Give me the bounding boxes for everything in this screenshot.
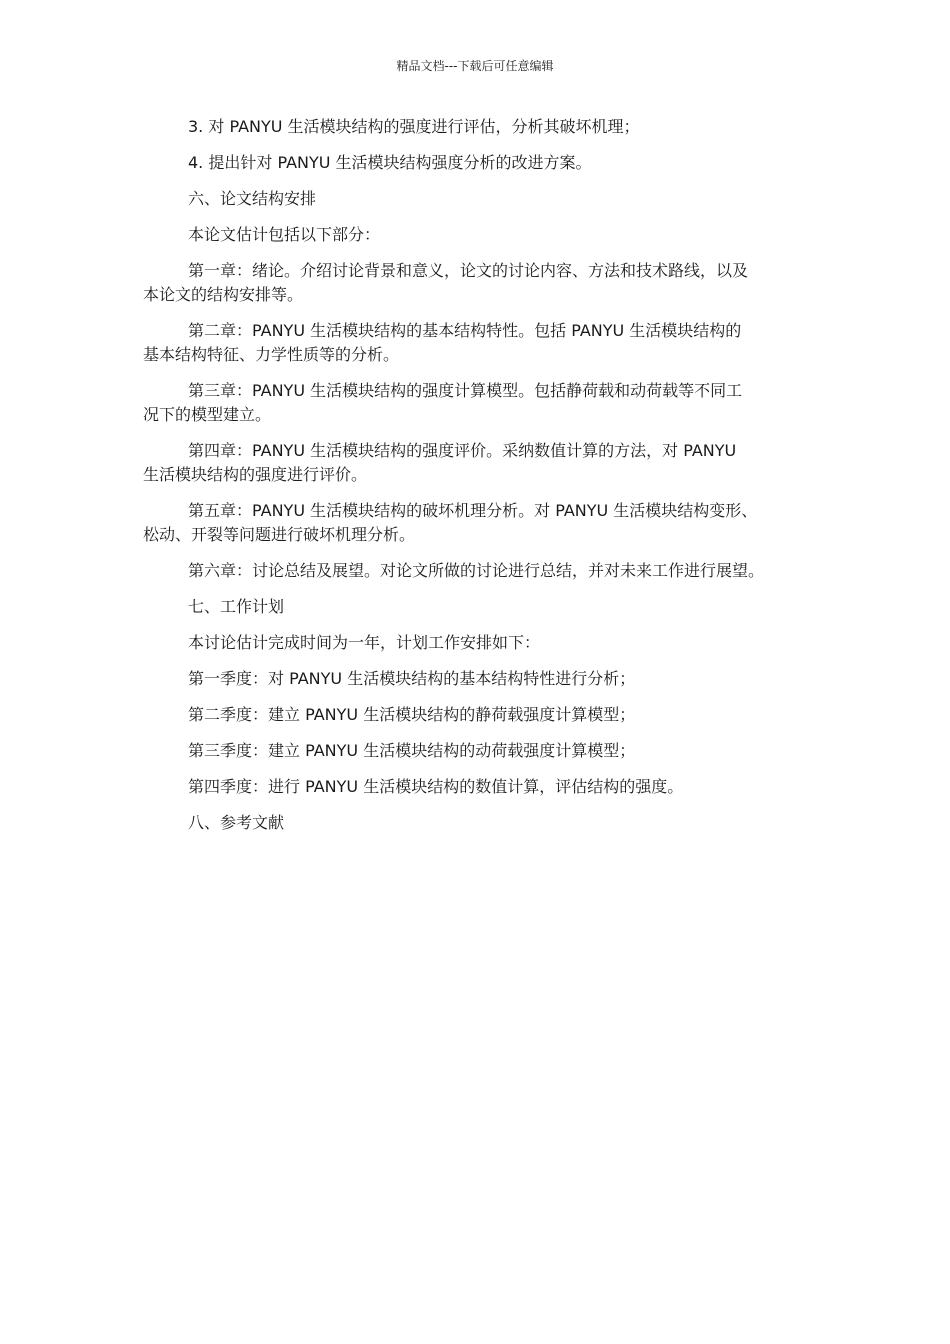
structure-intro: 本论文估计包括以下部分： xyxy=(188,225,381,244)
chapter-2-line-1: 第二章：PANYU 生活模块结构的基本结构特性。包括 PANYU 生活模块结构的 xyxy=(188,321,742,340)
section-heading-structure: 六、论文结构安排 xyxy=(188,189,317,208)
chapter-1-line-2: 本论文的结构安排等。 xyxy=(143,285,304,304)
chapter-4-paragraph xyxy=(143,439,815,487)
plan-quarter-3: 第三季度：建立 PANYU 生活模块结构的动荷载强度计算模型； xyxy=(188,741,636,760)
objective-item-3: 3. 对 PANYU 生活模块结构的强度进行评估，分析其破坏机理； xyxy=(188,117,640,136)
chapter-1-paragraph xyxy=(143,259,815,307)
plan-quarter-1: 第一季度：对 PANYU 生活模块结构的基本结构特性进行分析； xyxy=(188,669,636,688)
chapter-2-paragraph xyxy=(143,319,815,367)
chapter-2-line-2: 基本结构特征、力学性质等的分析。 xyxy=(143,345,400,364)
chapter-5-line-2: 松动、开裂等问题进行破坏机理分析。 xyxy=(143,525,416,544)
plan-quarter-4: 第四季度：进行 PANYU 生活模块结构的数值计算，评估结构的强度。 xyxy=(188,777,684,796)
chapter-1-line-1: 第一章：绪论。介绍讨论背景和意义，论文的讨论内容、方法和技术路线，以及 xyxy=(188,261,749,280)
section-heading-work-plan: 七、工作计划 xyxy=(188,597,285,616)
chapter-3-line-1: 第三章：PANYU 生活模块结构的强度计算模型。包括静荷载和动荷载等不同工 xyxy=(188,381,743,400)
chapter-3-paragraph xyxy=(143,379,815,427)
document-body xyxy=(143,115,815,847)
page-header: 精品文档---下载后可任意编辑 xyxy=(396,59,554,73)
chapter-5-paragraph xyxy=(143,499,815,547)
objective-item-4: 4. 提出针对 PANYU 生活模块结构强度分析的改进方案。 xyxy=(188,153,592,172)
chapter-4-line-1: 第四章：PANYU 生活模块结构的强度评价。采纳数值计算的方法，对 PANYU xyxy=(188,441,737,460)
chapter-6-paragraph: 第六章：讨论总结及展望。对论文所做的讨论进行总结，并对未来工作进行展望。 xyxy=(188,561,765,580)
chapter-4-line-2: 生活模块结构的强度进行评价。 xyxy=(143,465,368,484)
chapter-5-line-1: 第五章：PANYU 生活模块结构的破坏机理分析。对 PANYU 生活模块结构变形、 xyxy=(188,501,758,520)
section-heading-references: 八、参考文献 xyxy=(188,813,285,832)
plan-quarter-2: 第二季度：建立 PANYU 生活模块结构的静荷载强度计算模型； xyxy=(188,705,636,724)
chapter-3-line-2: 况下的模型建立。 xyxy=(143,405,272,424)
work-plan-intro: 本讨论估计完成时间为一年，计划工作安排如下： xyxy=(188,633,541,652)
